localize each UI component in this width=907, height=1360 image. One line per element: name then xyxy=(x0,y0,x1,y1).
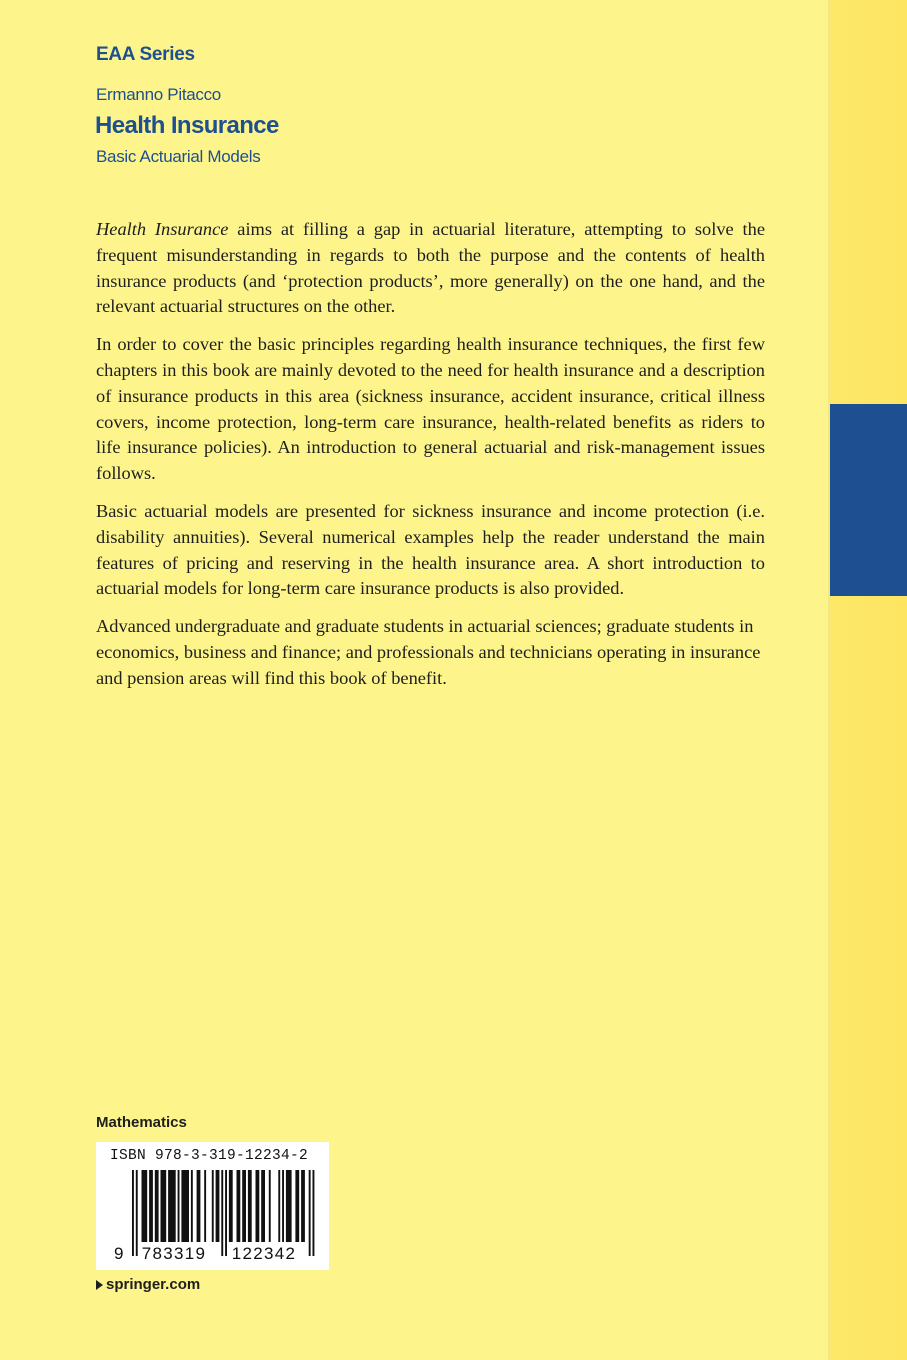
barcode-bar xyxy=(237,1170,241,1242)
barcode-bar xyxy=(301,1170,305,1242)
barcode-bar xyxy=(261,1170,265,1242)
publisher-url: springer.com xyxy=(106,1276,201,1293)
barcode-bar xyxy=(229,1170,233,1242)
barcode-bar xyxy=(286,1170,292,1242)
barcode-bar xyxy=(212,1170,214,1242)
barcode-bar xyxy=(282,1170,284,1242)
blurb-paragraph-3: Basic actuarial models are presented for sickness insurance and income protection (i.e. disability annuities). Several numerical examples help the reader understand the main features of pricing and reserving in the health insurance area. A short introduction to actuarial models for long-term care insurance products is also provided. xyxy=(96,500,765,599)
barcode-bar xyxy=(295,1170,299,1242)
book-subtitle: Basic Actuarial Models xyxy=(96,147,261,166)
barcode-bar xyxy=(181,1170,189,1242)
spine-strip xyxy=(828,0,907,1360)
barcode-bar xyxy=(161,1170,167,1242)
spine-blue-band xyxy=(830,404,907,596)
barcode-bar xyxy=(204,1170,206,1242)
publisher-link[interactable] xyxy=(96,1276,200,1293)
barcode-bar xyxy=(309,1170,311,1256)
ean-right-digits: 122342 xyxy=(231,1244,297,1263)
blurb-title-italic: Health Insurance xyxy=(96,219,229,239)
barcode-bar xyxy=(149,1170,153,1242)
ean-left-digits: 783319 xyxy=(141,1244,207,1263)
barcode-box xyxy=(96,1142,329,1270)
barcode-bar xyxy=(168,1170,176,1242)
blurb-text xyxy=(96,217,765,704)
barcode-bar xyxy=(155,1170,159,1242)
barcode-bar xyxy=(242,1170,246,1242)
isbn-text: ISBN 978-3-319-12234-2 xyxy=(110,1148,309,1164)
barcode-bar xyxy=(142,1170,148,1242)
barcode-bar xyxy=(278,1170,280,1242)
barcode-bar xyxy=(313,1170,315,1256)
barcode-bar xyxy=(197,1170,201,1242)
barcode-bar xyxy=(178,1170,180,1242)
blurb-paragraph-4: Advanced undergraduate and graduate students in actuarial sciences; graduate students in economics, business and finance; and professionals and technicians operating in insurance and pension areas will find this book of benefit. xyxy=(96,616,761,688)
blurb-paragraph-2: In order to cover the basic principles regarding health insurance techniques, the first few chapters in this book are mainly devoted to the need for health insurance and a description of insurance products in this area (sickness insurance, accident insurance, critical illness covers, income protection, long-term care insurance, health-related benefits as riders to life insurance policies). An introduction to general actuarial and risk-management issues follows. xyxy=(96,334,765,484)
series-label: EAA Series xyxy=(96,44,195,65)
barcode-bar xyxy=(216,1170,220,1242)
barcode-bar xyxy=(191,1170,193,1242)
subject-category: Mathematics xyxy=(96,1114,187,1131)
blurb-paragraph-1 xyxy=(96,217,765,320)
author-name: Ermanno Pitacco xyxy=(96,85,221,104)
barcode-bar xyxy=(256,1170,260,1242)
barcode-bar xyxy=(269,1170,271,1242)
barcode-bar xyxy=(248,1170,252,1242)
blurb-paragraph-1-text: aims at filling a gap in actuarial literature, attempting to solve the frequent misunderstanding in regards to both the purpose and the contents of health insurance products (and ‘protection products’, more generally) on the one hand, and the relevant actuarial structures on the other. xyxy=(96,219,765,317)
ean-first-digit: 9 xyxy=(114,1244,124,1263)
book-title: Health Insurance xyxy=(95,112,279,139)
triangle-right-icon xyxy=(96,1280,103,1290)
